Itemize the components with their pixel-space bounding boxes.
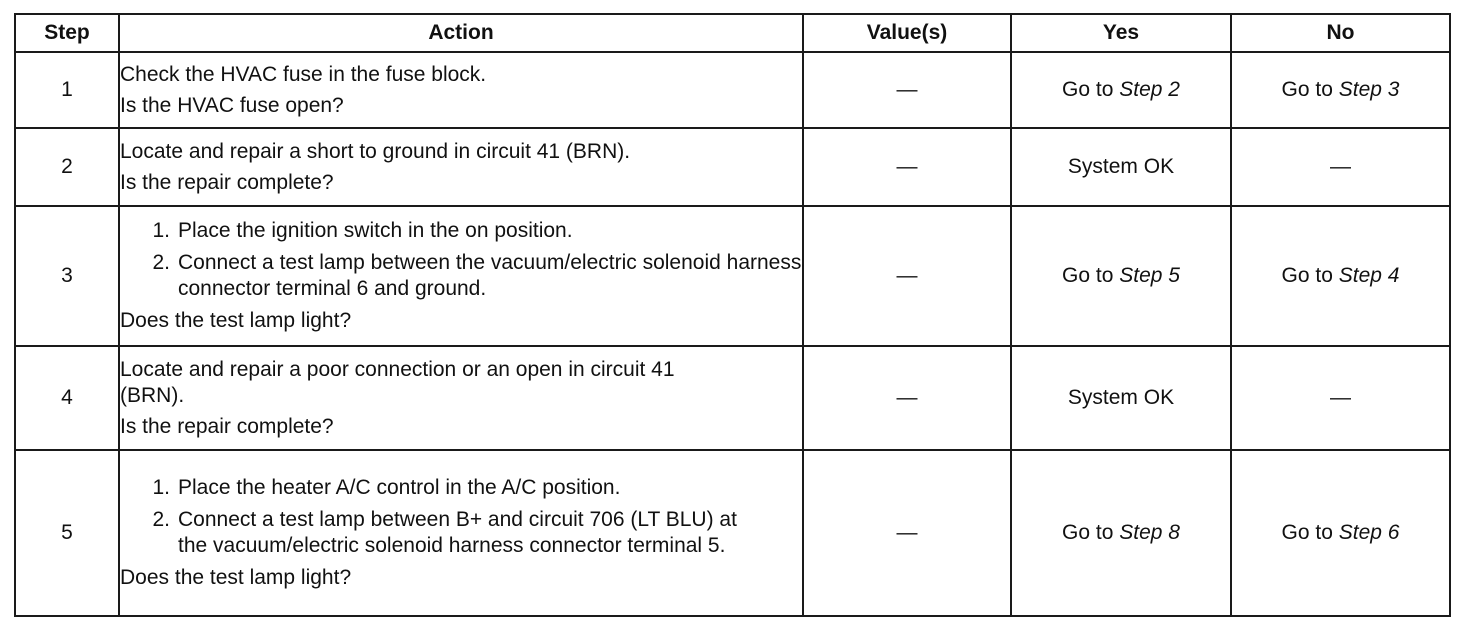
yes-step-link[interactable]: Step 2 bbox=[1119, 78, 1180, 101]
value-cell bbox=[803, 346, 1011, 450]
list-item bbox=[120, 507, 802, 559]
yes-text: System OK bbox=[1067, 155, 1175, 178]
action-step-list bbox=[120, 218, 802, 302]
list-item-number: 1. bbox=[152, 219, 170, 242]
action-question: Is the HVAC fuse open? bbox=[120, 93, 344, 117]
no-step-link[interactable]: Step 6 bbox=[1338, 521, 1400, 544]
yes-cell bbox=[1011, 52, 1231, 128]
no-cell bbox=[1231, 346, 1450, 450]
no-text: — bbox=[1330, 155, 1351, 178]
no-step-link[interactable]: Step 4 bbox=[1338, 264, 1400, 287]
step-number: 4 bbox=[15, 346, 119, 450]
list-item bbox=[120, 475, 802, 501]
no-text: — bbox=[1330, 386, 1351, 409]
step-number: 2 bbox=[15, 128, 119, 206]
no-prefix: Go to bbox=[1281, 78, 1339, 101]
list-item-text: Place the ignition switch in the on position. bbox=[178, 219, 573, 242]
yes-cell bbox=[1011, 206, 1231, 346]
list-item-text: Place the heater A/C control in the A/C position. bbox=[178, 476, 621, 499]
value-dash: — bbox=[896, 78, 918, 101]
yes-prefix: Go to bbox=[1062, 78, 1120, 101]
action-text: Locate and repair a poor connection or an open in circuit 41 (BRN). bbox=[120, 357, 675, 407]
list-item-number: 2. bbox=[152, 251, 170, 274]
list-item-number: 2. bbox=[152, 508, 170, 531]
value-cell bbox=[803, 206, 1011, 346]
action-question: Does the test lamp light? bbox=[120, 566, 352, 589]
value-cell bbox=[803, 128, 1011, 206]
header-yes: Yes bbox=[1011, 14, 1231, 52]
header-step: Step bbox=[15, 14, 119, 52]
yes-cell bbox=[1011, 450, 1231, 616]
header-values: Value(s) bbox=[803, 14, 1011, 52]
step-number: 5 bbox=[15, 450, 119, 616]
action-question: Does the test lamp light? bbox=[120, 309, 352, 332]
table-row bbox=[15, 206, 1450, 346]
table-row bbox=[15, 346, 1450, 450]
yes-cell bbox=[1011, 128, 1231, 206]
value-dash: — bbox=[896, 386, 918, 409]
yes-prefix: Go to bbox=[1062, 264, 1120, 287]
no-cell bbox=[1231, 206, 1450, 346]
header-no: No bbox=[1231, 14, 1450, 52]
action-cell bbox=[119, 206, 803, 346]
table-row bbox=[15, 128, 1450, 206]
list-item-text: Connect a test lamp between the vacuum/electric solenoid harness connector terminal 6 and ground. bbox=[178, 251, 802, 300]
value-dash: — bbox=[896, 521, 918, 544]
value-dash: — bbox=[896, 155, 918, 178]
no-cell bbox=[1231, 128, 1450, 206]
value-cell bbox=[803, 450, 1011, 616]
action-step-list bbox=[120, 475, 802, 559]
action-cell bbox=[119, 450, 803, 616]
step-number: 1 bbox=[15, 52, 119, 128]
list-item-number: 1. bbox=[152, 476, 170, 499]
yes-cell bbox=[1011, 346, 1231, 450]
value-cell bbox=[803, 52, 1011, 128]
diagnostic-table bbox=[14, 13, 1451, 617]
no-cell bbox=[1231, 450, 1450, 616]
no-prefix: Go to bbox=[1281, 264, 1339, 287]
list-item bbox=[120, 218, 802, 244]
value-dash: — bbox=[896, 264, 918, 287]
action-question: Is the repair complete? bbox=[120, 170, 334, 194]
yes-text: System OK bbox=[1067, 386, 1175, 409]
no-step-link[interactable]: Step 3 bbox=[1338, 78, 1400, 101]
table-row bbox=[15, 52, 1450, 128]
action-cell bbox=[119, 52, 803, 128]
step-number: 3 bbox=[15, 206, 119, 346]
no-prefix: Go to bbox=[1281, 521, 1339, 544]
action-cell bbox=[119, 128, 803, 206]
action-cell bbox=[119, 346, 803, 450]
header-row bbox=[15, 14, 1450, 52]
list-item-text: Connect a test lamp between B+ and circuit 706 (LT BLU) at the vacuum/electric solenoid harness connector terminal 5. bbox=[178, 508, 737, 557]
no-cell bbox=[1231, 52, 1450, 128]
action-question: Is the repair complete? bbox=[120, 414, 334, 438]
action-text: Check the HVAC fuse in the fuse block. bbox=[120, 62, 487, 86]
yes-step-link[interactable]: Step 8 bbox=[1119, 521, 1180, 544]
action-text: Locate and repair a short to ground in circuit 41 (BRN). bbox=[120, 139, 631, 163]
list-item bbox=[120, 250, 802, 302]
table-row bbox=[15, 450, 1450, 616]
yes-prefix: Go to bbox=[1062, 521, 1120, 544]
header-action: Action bbox=[119, 14, 803, 52]
yes-step-link[interactable]: Step 5 bbox=[1119, 264, 1180, 287]
